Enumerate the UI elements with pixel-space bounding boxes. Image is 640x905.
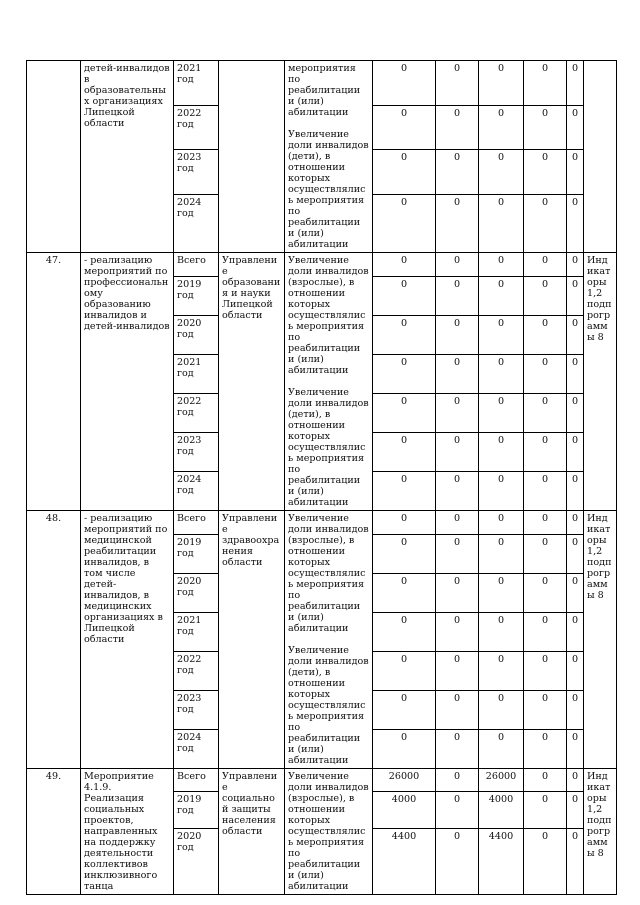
- value-cell: 0: [373, 573, 436, 612]
- value-cell: 0: [524, 828, 567, 894]
- note-cell: Индикаторы 1,2 подпрограммы 8: [584, 511, 617, 769]
- value-cell: 0: [479, 315, 524, 354]
- value-cell: 0: [567, 315, 584, 354]
- value-cell: 26000: [479, 769, 524, 792]
- value-cell: 0: [479, 61, 524, 106]
- value-cell: 0: [373, 612, 436, 651]
- row-number: 49.: [27, 769, 81, 895]
- year-cell: 2020 год: [174, 573, 219, 612]
- executor-cell: Управление здравоохранения области: [219, 511, 285, 769]
- value-cell: 0: [479, 105, 524, 150]
- value-cell: 0: [567, 194, 584, 252]
- value-cell: 0: [524, 105, 567, 150]
- value-cell: 0: [373, 354, 436, 393]
- value-cell: 0: [524, 61, 567, 106]
- value-cell: 0: [373, 511, 436, 535]
- value-cell: 0: [524, 194, 567, 252]
- value-cell: 0: [373, 276, 436, 315]
- value-cell: 4400: [479, 828, 524, 894]
- value-cell: 0: [524, 573, 567, 612]
- value-cell: 0: [524, 769, 567, 792]
- value-cell: 0: [524, 315, 567, 354]
- value-cell: 0: [436, 61, 479, 106]
- value-cell: 0: [524, 432, 567, 471]
- indicator-cell: Увеличение доли инвалидов (взрослые), в отношении которых осуществлялись мероприятия по реабилитации и (или) абилитации Увеличение доли инвалидов (дети), в отношении которых осуществлялись мероприятия по реабилитации и (или) абилитации: [285, 511, 373, 769]
- year-cell: 2022 год: [174, 651, 219, 690]
- value-cell: 0: [524, 534, 567, 573]
- value-cell: 0: [436, 194, 479, 252]
- value-cell: 0: [479, 253, 524, 277]
- value-cell: 0: [567, 432, 584, 471]
- indicator-cell: мероприятия по реабилитации и (или) абилитации Увеличение доли инвалидов (дети), в отношении которых осуществлялись мероприятия по реабилитации и (или) абилитации: [285, 61, 373, 253]
- value-cell: 4000: [479, 791, 524, 828]
- note-cell: Индикаторы 1,2 подпрограммы 8: [584, 769, 617, 895]
- value-cell: 0: [373, 150, 436, 195]
- table-row: [27, 511, 617, 535]
- value-cell: 0: [436, 354, 479, 393]
- value-cell: 0: [373, 315, 436, 354]
- value-cell: 0: [524, 690, 567, 729]
- indicator-cell: Увеличение доли инвалидов (взрослые), в отношении которых осуществлялись мероприятия по реабилитации и (или) абилитации Увеличение доли инвалидов (дети), в отношении которых осуществлялись мероприятия по реабилитации и (или) абилитации: [285, 253, 373, 511]
- value-cell: 0: [524, 471, 567, 510]
- value-cell: 0: [373, 105, 436, 150]
- value-cell: 0: [479, 150, 524, 195]
- value-cell: 0: [436, 729, 479, 768]
- value-cell: 0: [524, 253, 567, 277]
- value-cell: 0: [373, 471, 436, 510]
- value-cell: 0: [524, 651, 567, 690]
- year-cell: 2024 год: [174, 194, 219, 252]
- value-cell: 0: [479, 729, 524, 768]
- value-cell: 0: [436, 471, 479, 510]
- value-cell: 0: [373, 432, 436, 471]
- year-cell: 2023 год: [174, 432, 219, 471]
- value-cell: 0: [436, 315, 479, 354]
- measure-name: - реализацию мероприятий по медицинской реабилитации инвалидов, в том числе детей-инвалидов, в медицинских организациях в Липецкой области: [81, 511, 174, 769]
- row-number: 48.: [27, 511, 81, 769]
- value-cell: 0: [567, 769, 584, 792]
- year-cell: Всего: [174, 769, 219, 792]
- value-cell: 0: [373, 729, 436, 768]
- value-cell: 0: [479, 276, 524, 315]
- value-cell: 0: [524, 150, 567, 195]
- value-cell: 0: [373, 61, 436, 106]
- value-cell: 0: [436, 432, 479, 471]
- value-cell: 0: [567, 354, 584, 393]
- value-cell: 0: [373, 253, 436, 277]
- value-cell: 0: [479, 511, 524, 535]
- value-cell: 0: [479, 651, 524, 690]
- value-cell: 0: [436, 769, 479, 792]
- value-cell: 0: [567, 253, 584, 277]
- value-cell: 0: [436, 612, 479, 651]
- measure-name: - реализацию мероприятий по профессиональному образованию инвалидов и детей-инвалидов: [81, 253, 174, 511]
- measure-name: Мероприятие 4.1.9. Реализация социальных проектов, направленных на поддержку деятельности коллективов инклюзивного танца: [81, 769, 174, 895]
- value-cell: 0: [567, 534, 584, 573]
- note-cell: Индикаторы 1,2 подпрограммы 8: [584, 253, 617, 511]
- year-cell: 2021 год: [174, 61, 219, 106]
- value-cell: 0: [567, 612, 584, 651]
- program-table: [26, 60, 617, 895]
- year-cell: 2023 год: [174, 690, 219, 729]
- table-row: [27, 61, 617, 106]
- value-cell: 4400: [373, 828, 436, 894]
- value-cell: 0: [567, 61, 584, 106]
- row-number: [27, 61, 81, 253]
- value-cell: 0: [567, 651, 584, 690]
- table-body: [27, 61, 617, 895]
- value-cell: 0: [479, 194, 524, 252]
- value-cell: 0: [567, 105, 584, 150]
- value-cell: 0: [567, 729, 584, 768]
- value-cell: 0: [436, 150, 479, 195]
- value-cell: 0: [436, 534, 479, 573]
- value-cell: 0: [479, 393, 524, 432]
- value-cell: 4000: [373, 791, 436, 828]
- value-cell: 0: [436, 393, 479, 432]
- value-cell: 0: [567, 276, 584, 315]
- value-cell: 0: [524, 354, 567, 393]
- value-cell: 26000: [373, 769, 436, 792]
- executor-cell: Управление социальной защиты населения области: [219, 769, 285, 895]
- value-cell: 0: [373, 690, 436, 729]
- value-cell: 0: [567, 791, 584, 828]
- row-number: 47.: [27, 253, 81, 511]
- value-cell: 0: [436, 651, 479, 690]
- value-cell: 0: [373, 534, 436, 573]
- value-cell: 0: [436, 690, 479, 729]
- value-cell: 0: [524, 612, 567, 651]
- table-row: [27, 769, 617, 792]
- value-cell: 0: [524, 393, 567, 432]
- year-cell: 2021 год: [174, 354, 219, 393]
- note-cell: [584, 61, 617, 253]
- year-cell: 2024 год: [174, 471, 219, 510]
- value-cell: 0: [567, 511, 584, 535]
- value-cell: 0: [436, 828, 479, 894]
- value-cell: 0: [436, 105, 479, 150]
- year-cell: 2021 год: [174, 612, 219, 651]
- value-cell: 0: [479, 612, 524, 651]
- value-cell: 0: [567, 828, 584, 894]
- value-cell: 0: [567, 150, 584, 195]
- year-cell: Всего: [174, 511, 219, 535]
- year-cell: 2019 год: [174, 534, 219, 573]
- value-cell: 0: [479, 573, 524, 612]
- value-cell: 0: [479, 690, 524, 729]
- value-cell: 0: [373, 194, 436, 252]
- year-cell: 2019 год: [174, 791, 219, 828]
- value-cell: 0: [479, 471, 524, 510]
- table-row: [27, 253, 617, 277]
- value-cell: 0: [373, 393, 436, 432]
- value-cell: 0: [436, 253, 479, 277]
- year-cell: Всего: [174, 253, 219, 277]
- year-cell: 2022 год: [174, 105, 219, 150]
- value-cell: 0: [524, 729, 567, 768]
- value-cell: 0: [436, 511, 479, 535]
- year-cell: 2022 год: [174, 393, 219, 432]
- value-cell: 0: [436, 791, 479, 828]
- year-cell: 2023 год: [174, 150, 219, 195]
- value-cell: 0: [373, 651, 436, 690]
- value-cell: 0: [479, 354, 524, 393]
- year-cell: 2024 год: [174, 729, 219, 768]
- value-cell: 0: [567, 471, 584, 510]
- value-cell: 0: [567, 573, 584, 612]
- executor-cell: Управление образования и науки Липецкой области: [219, 253, 285, 511]
- indicator-cell: Увеличение доли инвалидов (взрослые), в отношении которых осуществлялись мероприятия по реабилитации и (или) абилитации: [285, 769, 373, 895]
- value-cell: 0: [436, 276, 479, 315]
- value-cell: 0: [567, 690, 584, 729]
- value-cell: 0: [524, 276, 567, 315]
- value-cell: 0: [479, 432, 524, 471]
- value-cell: 0: [436, 573, 479, 612]
- measure-name: детей-инвалидов в образовательных организациях Липецкой области: [81, 61, 174, 253]
- value-cell: 0: [524, 511, 567, 535]
- executor-cell: [219, 61, 285, 253]
- year-cell: 2019 год: [174, 276, 219, 315]
- value-cell: 0: [524, 791, 567, 828]
- value-cell: 0: [479, 534, 524, 573]
- year-cell: 2020 год: [174, 828, 219, 894]
- value-cell: 0: [567, 393, 584, 432]
- year-cell: 2020 год: [174, 315, 219, 354]
